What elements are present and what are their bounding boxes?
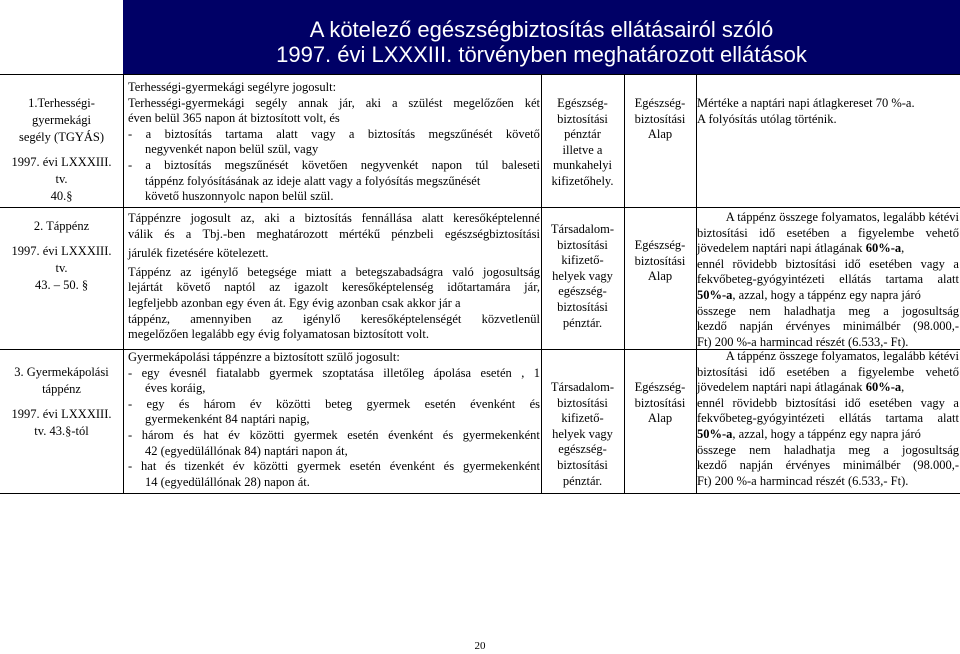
word: biztosítási <box>697 225 748 240</box>
row2-amount: A táppénz összege folyamatos, legalább kétévi biztosítási idő esetében a figyelembe vehető jövedelem naptári napi átlagának 60%-a, ennél rövidebb biztosítási idő esetében vagy a fekvőbeteg-gyógyintézeti ellátás tartama alatt 50%-a, azzal, hogy a táppénz egy napra járó összege nem haladhatja meg a jogosultság kezdő napján érvényes minimálbér (98.000,- Ft) 200 %-a harmincad részét (6.533,- Ft). <box>697 210 959 349</box>
word: a <box>840 225 847 240</box>
cell-line: biztosítási <box>634 111 686 126</box>
document-title-line-2: 1997. évi LXXXIII. törvényben meghatározott ellátások <box>276 42 807 67</box>
word: a <box>953 395 959 410</box>
cell-line: pénztár <box>564 127 601 142</box>
row2-funding-source <box>624 238 696 285</box>
word: 1 <box>533 365 540 380</box>
word: betegsége <box>247 264 297 279</box>
word: egy <box>141 365 160 380</box>
word: fekvőbeteg-gyógyintézeti <box>697 411 825 426</box>
benefit-name-line <box>0 235 123 243</box>
word: év <box>228 427 240 442</box>
row3-eligibility-text: Gyermekápolási táppénzre a biztosított szülő jogosult: - egy évesnél fiatalabb gyermek szoptatása illetőleg ápolása esetén , 1 éves koráig, - egy és három év közötti beteg gyermek esetén évenként és gyermekenként 84 naptári napig, - három és hat év közötti gyermek esetén évenként és gyermekenként 42 (egyedülállónak 84) naptári napon át, - hat és tizenkét év közötti gyermek esetén évenként és gyermekenként 14 (egyedülállónak 28) napon át. <box>128 350 540 489</box>
column-divider-1 <box>123 74 124 494</box>
word: a <box>883 442 889 457</box>
benefit-name-line: 43. – 50. § <box>34 278 89 292</box>
word: jogosult <box>190 211 231 225</box>
word: - <box>128 126 133 141</box>
benefit-name-line: tv. 43.§-tól <box>34 424 89 438</box>
word: (98.000,- <box>913 319 959 334</box>
benefit-name-line: 1.Terhességi- <box>28 96 95 110</box>
word: napon <box>431 157 463 172</box>
document-title-banner <box>123 0 960 74</box>
word: közötti <box>253 459 289 474</box>
word: Tbj.-ben <box>202 226 246 241</box>
word: meg <box>848 442 871 457</box>
word: esetében <box>786 364 830 379</box>
cell-line: kifizető- <box>561 253 604 268</box>
word: tartama <box>225 126 263 141</box>
word: illetőleg <box>383 365 425 380</box>
word: és <box>443 459 455 474</box>
word: esetében <box>786 225 830 240</box>
word: - <box>128 427 133 442</box>
cell-line: Egészség- <box>634 96 686 110</box>
word: év <box>249 396 262 411</box>
row1-amount <box>697 96 959 127</box>
word: igazolt <box>294 280 329 295</box>
word: érvényes <box>785 458 831 473</box>
cell-line: pénztár. <box>562 473 603 488</box>
word: aki <box>365 95 382 110</box>
word: biztosítás <box>304 211 352 225</box>
word: biztosítási <box>785 256 837 271</box>
word: nem <box>749 303 771 318</box>
word: megszűnését <box>224 157 289 172</box>
cell-line: illetve a <box>562 142 603 157</box>
word: jogosultság <box>902 303 959 318</box>
word: az <box>180 264 192 279</box>
word: a <box>145 157 151 172</box>
word: hat <box>203 427 219 442</box>
word: biztosítási <box>785 395 837 410</box>
benefit-name-line: 2. Táppénz <box>33 219 90 233</box>
word: válik <box>128 226 153 241</box>
word: kezdő <box>697 319 727 334</box>
word: figyelembe <box>857 225 915 240</box>
word: ennél <box>697 256 725 271</box>
word: amennyiben <box>190 311 252 326</box>
word: követő <box>505 126 540 141</box>
word: Terhességi-gyermekági <box>128 95 245 110</box>
word: negyvenkét <box>360 157 419 172</box>
word: gyermek <box>293 427 338 442</box>
benefit-name-line <box>0 398 123 406</box>
word: gyermek <box>366 396 411 411</box>
benefit-name-line <box>0 146 123 154</box>
word: tartama <box>885 272 924 287</box>
word: keresőképtelenné <box>453 211 540 225</box>
benefit-name-gyermekapolasi <box>0 364 123 440</box>
word: , <box>521 365 525 380</box>
document-title-line-1: A kötelező egészségbiztosítás ellátásairól szóló <box>309 17 774 42</box>
word: összege <box>697 303 736 318</box>
benefit-name-line: segély (TGYÁS) <box>18 130 105 144</box>
cell-line: biztosítási <box>634 253 686 268</box>
cell-line: pénztár. <box>562 315 603 330</box>
cell-line: Társadalom- <box>550 380 615 394</box>
word: Táppénz <box>128 264 172 279</box>
benefit-name-line: 1997. évi LXXXIII. <box>11 155 112 169</box>
word: haladhatja <box>783 303 836 318</box>
cell-line: biztosítási <box>557 299 608 314</box>
cell-line: biztosítási <box>557 237 608 252</box>
word: és <box>529 396 540 411</box>
word: és <box>442 427 454 442</box>
cell-line: Egészség- <box>634 238 686 252</box>
word: a <box>289 211 295 225</box>
cell-line: A folyósítás utólag történik. <box>697 111 837 126</box>
word: - <box>128 459 133 474</box>
word: vagy <box>920 395 945 410</box>
word: vehető <box>925 225 959 240</box>
word: kezdő <box>697 458 727 473</box>
word: fekvőbeteg-gyógyintézeti <box>697 272 825 287</box>
word: közvetlenül <box>481 311 540 326</box>
word: túl <box>475 157 489 172</box>
word: - <box>128 396 133 411</box>
word: naptól <box>224 280 256 295</box>
word: betegszabadságra <box>355 264 444 279</box>
word: évenként <box>470 396 516 411</box>
word: esetében <box>869 256 913 271</box>
word: Táppénzre <box>128 211 181 225</box>
word: rövidebb <box>732 256 777 271</box>
word: ellátás <box>839 411 872 426</box>
word: esetén <box>424 396 456 411</box>
word: keresőképtelenség <box>341 280 434 295</box>
word: - <box>128 365 133 380</box>
row-divider-1 <box>0 207 960 208</box>
cell-line: helyek vagy <box>552 268 613 283</box>
word: tartama <box>885 411 924 426</box>
row1-funding-source <box>624 96 696 143</box>
row3-funding-source <box>624 380 696 427</box>
word: esetében <box>869 395 913 410</box>
word: igénylő <box>200 264 239 279</box>
benefit-name-line: tv. <box>55 261 68 275</box>
word: és <box>165 459 176 474</box>
benefit-name-tappenz <box>0 218 123 294</box>
word: baleseti <box>501 157 540 172</box>
row2-eligibility-text: Táppénzre jogosult az, aki a biztosítás fennállása alatt keresőképtelenné válik és a Tbj.-ben meghatározott mértékű pénzbeli egészségbiztosítási járulék fizetésére kötelezett. Táppénz az igénylő betegsége miatt a betegszabadságra való jogosultság lejártát követő naptól az igazolt keresőképtelenség időtartamára jár, legfeljebb azonban egy éven át. Egy évig azonban csak akkor jár a táppénz, amennyiben az igénylő keresőképtelenségét közvetlenül megelőzően legalább egy évig folyamatosan biztosított volt. <box>128 211 540 342</box>
benefit-name-tgyas <box>0 95 123 205</box>
word: biztosítás <box>164 157 212 172</box>
word: megelőzően <box>453 95 514 110</box>
word: napján <box>739 319 773 334</box>
word: annak <box>298 95 329 110</box>
word: ellátás <box>839 272 872 287</box>
word: gyermek <box>297 459 341 474</box>
cell-line: kifizetőhely. <box>551 173 614 188</box>
word: az <box>269 280 281 295</box>
cell-line: egészség- <box>558 442 607 457</box>
word: jár, <box>524 280 540 295</box>
cell-line: biztosítási <box>634 395 686 410</box>
word: három <box>141 427 174 442</box>
cell-line: biztosítási <box>557 111 608 126</box>
word: megszűnését <box>428 126 493 141</box>
word: összege <box>697 442 736 457</box>
word: követően <box>301 157 348 172</box>
benefit-name-line: táppénz <box>42 382 81 396</box>
benefit-name-line: 1997. évi LXXXIII. <box>11 407 112 421</box>
word: a <box>340 264 347 279</box>
word: vagy <box>920 256 945 271</box>
word: biztosítás <box>164 126 212 141</box>
word: gyermekenként <box>462 459 540 474</box>
word: nem <box>749 442 771 457</box>
word: jogosultság <box>483 264 540 279</box>
word: egy <box>146 396 165 411</box>
word: tizenkét <box>184 459 224 474</box>
word: szülést <box>408 95 443 110</box>
word: haladhatja <box>783 442 836 457</box>
cell-line: Társadalom- <box>550 222 615 236</box>
word: esetén <box>480 365 512 380</box>
word: beteg <box>325 396 353 411</box>
benefit-name-line: tv. <box>55 172 68 186</box>
word: évesnél <box>169 365 207 380</box>
word: időtartamára <box>447 280 511 295</box>
word: (98.000,- <box>913 458 959 473</box>
word: két <box>524 95 540 110</box>
word: és <box>178 396 190 411</box>
word: minimálbér <box>842 458 901 473</box>
word: a <box>145 126 152 141</box>
cell-line: kifizető- <box>561 411 604 426</box>
word: segély <box>255 95 288 110</box>
word: vagy <box>311 126 336 141</box>
word: figyelembe <box>857 364 915 379</box>
word: és <box>183 427 194 442</box>
word: jár, <box>339 95 355 110</box>
row3-payer <box>541 380 624 489</box>
word: követő <box>176 280 211 295</box>
word: alatt <box>937 272 959 287</box>
word: pénzbeli <box>391 226 434 241</box>
word: három <box>203 396 236 411</box>
cell-line: munkahelyi <box>552 158 612 173</box>
word: alatt <box>937 411 959 426</box>
cell-line: Alap <box>647 269 673 284</box>
row1-eligibility-text: Terhességi-gyermekági segélyre jogosult: Terhességi-gyermekági segély annak jár, aki a szülést megelőzően két éven belül 365 napon át biztosított volt, és - a biztosítás tartama alatt vagy a biztosítás megszűnését követő negyvenkét napon belül szül, vagy - a biztosítás megszűnését követően negyvenkét napon túl baleseti táppénz folyósításának az ideje alatt vagy a folyósítás megszűnését követő huszonnyolc napon belül szül. <box>128 80 540 204</box>
word: hat <box>141 459 157 474</box>
word: alatt <box>421 211 444 225</box>
word: érvényes <box>785 319 831 334</box>
word: lejártát <box>128 280 163 295</box>
word: biztosítási <box>697 364 748 379</box>
cell-line: biztosítási <box>557 457 608 472</box>
word: közötti <box>249 427 285 442</box>
word: az <box>271 311 283 326</box>
word: a <box>883 303 889 318</box>
word: gyermekenként <box>462 427 540 442</box>
word: meg <box>848 303 871 318</box>
cell-line: helyek vagy <box>552 426 613 441</box>
cell-line: Alap <box>647 127 673 142</box>
word: év <box>232 459 245 474</box>
benefit-name-line: 40.§ <box>50 189 73 203</box>
word: idő <box>759 364 776 379</box>
word: mértékű <box>339 226 381 241</box>
word: egészségbiztosítási <box>444 226 540 241</box>
cell-line: egészség- <box>558 284 607 299</box>
word: esetén <box>347 427 379 442</box>
word: igénylő <box>302 311 341 326</box>
word: idő <box>759 225 776 240</box>
table-top-rule <box>0 74 960 75</box>
word: aki <box>264 211 280 225</box>
word: az, <box>240 211 255 225</box>
word: évenként <box>388 427 434 442</box>
word: táppénz, <box>128 311 170 326</box>
word: gyermek <box>269 365 313 380</box>
word: és <box>164 226 175 241</box>
table-bottom-rule <box>0 493 960 494</box>
word: közötti <box>276 396 311 411</box>
cell-line: Alap <box>647 411 673 426</box>
word: a <box>953 256 959 271</box>
word: biztosítás <box>367 126 416 141</box>
word: - <box>128 157 133 172</box>
word: a <box>185 226 192 241</box>
word: ápolása <box>433 365 472 380</box>
word: való <box>452 264 474 279</box>
word: esetén <box>349 459 381 474</box>
word: a <box>348 126 355 141</box>
word: fiatalabb <box>216 365 260 380</box>
word: ennél <box>697 395 725 410</box>
page-number: 20 <box>474 640 486 652</box>
word: minimálbér <box>842 319 901 334</box>
word: napján <box>739 458 773 473</box>
word: a <box>391 95 398 110</box>
benefit-name-line: gyermekági <box>31 113 91 127</box>
word: évenként <box>389 459 435 474</box>
word: szoptatása <box>322 365 374 380</box>
word: miatt <box>305 264 332 279</box>
word: alatt <box>276 126 298 141</box>
word: keresőképtelenségét <box>360 311 462 326</box>
word: a <box>840 364 847 379</box>
row2-payer <box>541 222 624 331</box>
cell-line: biztosítási <box>557 395 608 410</box>
word: idő <box>844 256 861 271</box>
row3-amount: A táppénz összege folyamatos, legalább kétévi biztosítási idő esetében a figyelembe vehető jövedelem naptári napi átlagának 60%-a, ennél rövidebb biztosítási idő esetében vagy a fekvőbeteg-gyógyintézeti ellátás tartama alatt 50%-a, azzal, hogy a táppénz egy napra járó összege nem haladhatja meg a jogosultság kezdő napján érvényes minimálbér (98.000,- Ft) 200 %-a harmincad részét (6.533,- Ft). <box>697 349 959 488</box>
cell-line: Egészség- <box>634 380 686 394</box>
cell-line: Egészség- <box>557 96 608 110</box>
benefit-name-line: 1997. évi LXXXIII. <box>11 244 112 258</box>
word: idő <box>844 395 861 410</box>
word: meghatározott <box>256 226 328 241</box>
benefit-name-line: 3. Gyermekápolási <box>14 365 109 379</box>
word: jogosultság <box>902 442 959 457</box>
row1-payer <box>541 96 624 190</box>
word: fennállása <box>361 211 413 225</box>
word: vehető <box>925 364 959 379</box>
word: rövidebb <box>732 395 777 410</box>
cell-line: Mértéke a naptári napi átlagkereset 70 %-a. <box>697 96 915 110</box>
